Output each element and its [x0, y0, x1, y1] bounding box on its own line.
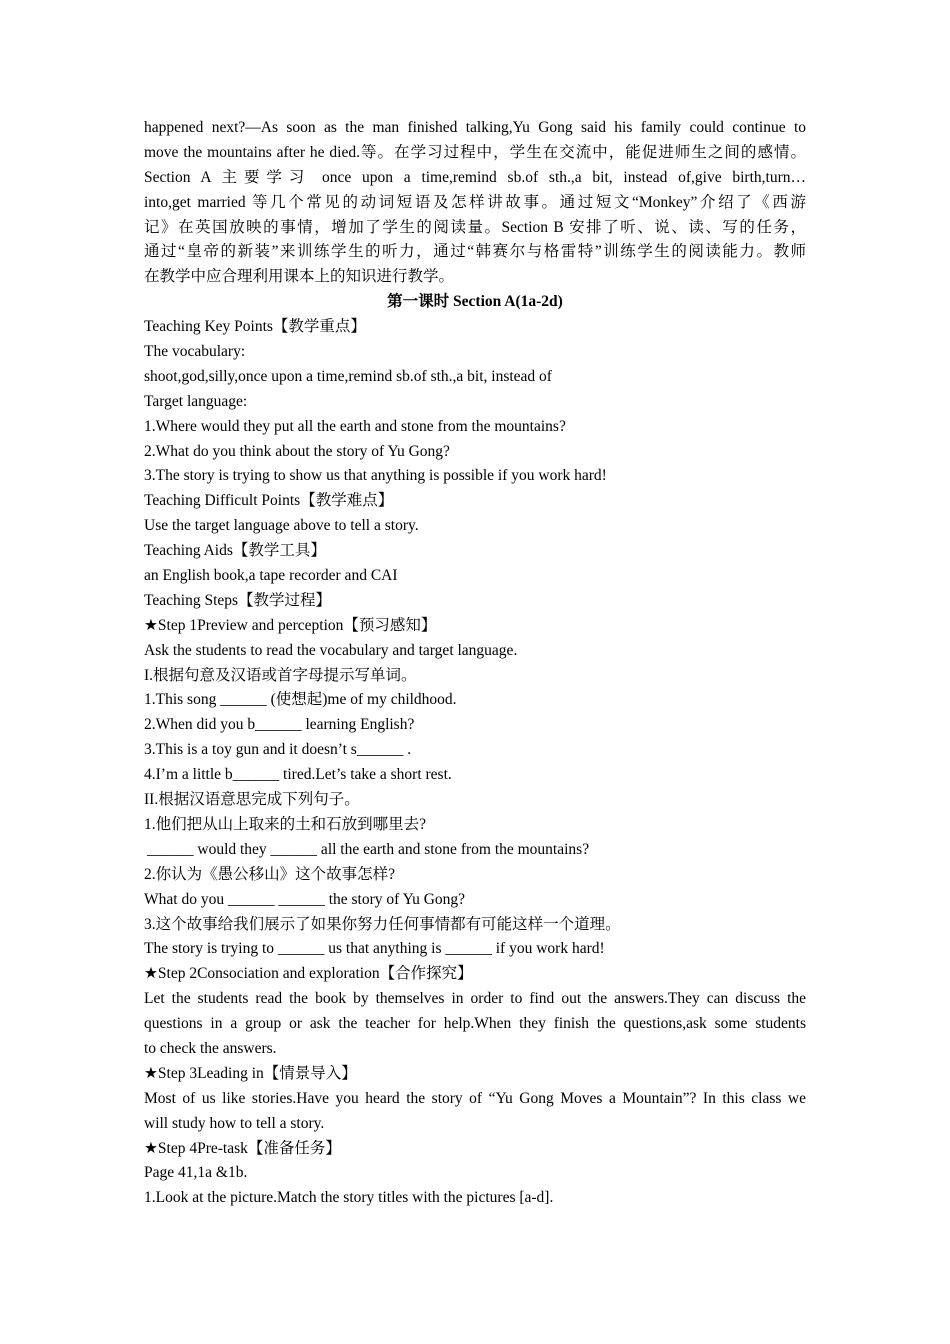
step1-heading: ★Step 1Preview and perception【预习感知】 [144, 616, 437, 634]
step2-line: Let the students read the book by themselves in order to find out the answers.They can discuss the [144, 990, 806, 1008]
step4-heading: ★Step 4Pre-task【准备任务】 [144, 1139, 341, 1157]
target-sentence: 3.The story is trying to show us that anything is possible if you work hard! [144, 467, 607, 485]
intro-line: 在教学中应合理利用课本上的知识进行教学。 [144, 268, 455, 286]
exercise-item: 2.你认为《愚公移山》这个故事怎样? [144, 865, 396, 883]
exercise-part2-heading: II.根据汉语意思完成下列句子。 [144, 791, 360, 809]
document-page [144, 116, 806, 1211]
vocab-label: The vocabulary: [144, 343, 246, 361]
exercise-item: 2.When did you b______ learning English? [144, 716, 415, 734]
exercise-item: ______ would they ______ all the earth and stone from the mountains? [147, 840, 590, 858]
step2-line: to check the answers. [144, 1039, 277, 1057]
aids-heading: Teaching Aids【教学工具】 [144, 542, 326, 560]
exercise-item: 1.他们把从山上取来的土和石放到哪里去? [144, 815, 427, 833]
step3-line: Most of us like stories.Have you heard the story of “Yu Gong Moves a Mountain”? In this class we [144, 1089, 806, 1107]
key-points-heading: Teaching Key Points【教学重点】 [144, 318, 366, 336]
intro-line: into,get married 等几个常见的动词短语及怎样讲故事。通过短文“Monkey”介绍了《西游 [144, 193, 806, 211]
exercise-item: 4.I’m a little b______ tired.Let’s take a short rest. [144, 766, 452, 784]
steps-heading: Teaching Steps【教学过程】 [144, 591, 332, 609]
step3-line: will study how to tell a story. [144, 1114, 325, 1132]
intro-line: Section A 主要学习 once upon a time,remind sb.of sth.,a bit, instead of,give birth,turn… [144, 168, 806, 186]
intro-line: happened next?—As soon as the man finished talking,Yu Gong said his family could continue to [144, 119, 806, 136]
target-sentence: 2.What do you think about the story of Yu Gong? [144, 442, 450, 460]
aids-text: an English book,a tape recorder and CAI [144, 567, 398, 585]
intro-line: 通过“皇帝的新装”来训练学生的听力，通过“韩赛尔与格雷特”训练学生的阅读能力。教师 [144, 243, 806, 261]
step4-line: Page 41,1a &1b. [144, 1164, 248, 1182]
exercise-item: 3.这个故事给我们展示了如果你努力任何事情都有可能这样一个道理。 [144, 915, 621, 933]
target-sentence: 1.Where would they put all the earth and stone from the mountains? [144, 417, 566, 435]
exercise-item: 1.This song ______ (使想起)me of my childhood. [144, 691, 457, 709]
step2-line: questions in a group or ask the teacher for help.When they finish the questions,ask some students [144, 1015, 806, 1033]
step3-heading: ★Step 3Leading in【情景导入】 [144, 1064, 357, 1082]
difficult-points-text: Use the target language above to tell a story. [144, 517, 419, 535]
lesson-title: 第一课时 Section A(1a-2d) [387, 293, 563, 311]
target-label: Target language: [144, 392, 248, 410]
step4-line: 1.Look at the picture.Match the story titles with the pictures [a-d]. [144, 1189, 554, 1207]
step2-heading: ★Step 2Consociation and exploration【合作探究】 [144, 965, 473, 983]
exercise-item: 3.This is a toy gun and it doesn’t s______ . [144, 741, 412, 759]
intro-line: 记》在英国放映的事情，增加了学生的阅读量。Section B 安排了听、说、读、写的任务， [144, 218, 806, 236]
exercise-item: What do you ______ ______ the story of Yu Gong? [144, 890, 466, 908]
exercise-item: The story is trying to ______ us that anything is ______ if you work hard! [144, 940, 605, 958]
difficult-points-heading: Teaching Difficult Points【教学难点】 [144, 492, 394, 510]
intro-line: move the mountains after he died.等。在学习过程中，学生在交流中，能促进师生之间的感情。 [144, 143, 806, 161]
exercise-part1-heading: I.根据句意及汉语或首字母提示写单词。 [144, 666, 417, 684]
vocab-list: shoot,god,silly,once upon a time,remind sb.of sth.,a bit, instead of [144, 367, 552, 385]
step1-text: Ask the students to read the vocabulary and target language. [144, 641, 518, 659]
